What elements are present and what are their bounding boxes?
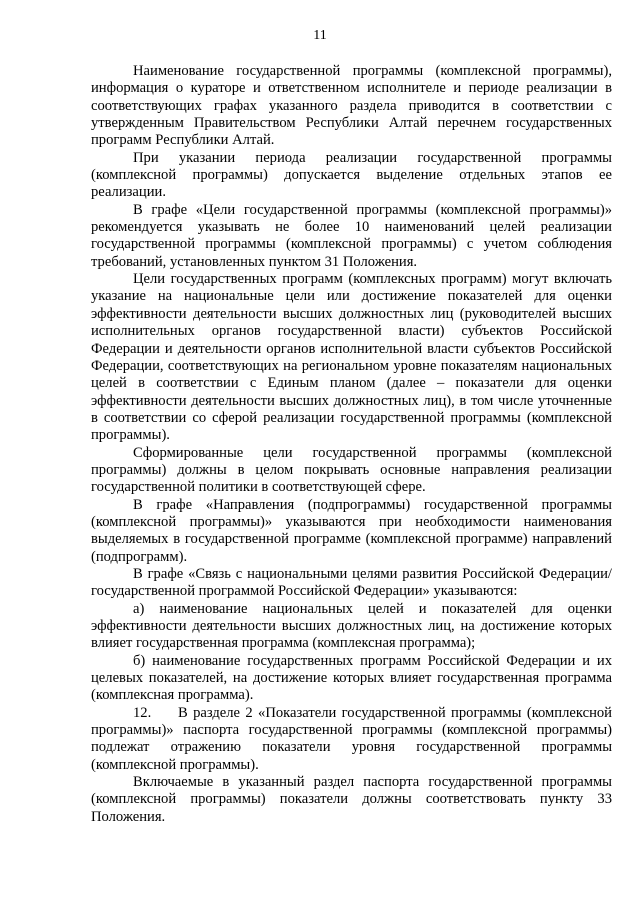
paragraph-national-goals-column: В графе «Связь с национальными целями развития Российской Федерации/ государственной программой Российской Федерации» указываются: xyxy=(91,565,612,600)
paragraph-program-goals-content: Цели государственных программ (комплексных программ) могут включать указание на национальные цели или достижение показателей для оценки эффективности деятельности высших должностных лиц (руководителей высших исполнительных органов государственной власти) субъектов Российской Федерации и деятельности органов исполнительной власти субъектов Российской Федерации, соответствующих на региональном уровне показателям национальных целей в соответствии с Единым планом (далее – показатели для оценки эффективности деятельности высших должностных лиц), в том числе уточненные в соответствии со сферой реализации государственной программы (комплексной программы). xyxy=(91,271,612,444)
list-item-b: б) наименование государственных программ Российской Федерации и их целевых показателей, на достижение которых влияет государственная программа (комплексная программа). xyxy=(91,652,612,704)
paragraph-program-name: Наименование государственной программы (комплексной программы), информация о кураторе и ответственном исполнителе и периоде реализации в соответствующих графах указанного раздела приводится в соответствии с утвержденным Правительством Республики Алтай перечнем государственных программ Республики Алтай. xyxy=(91,63,612,149)
paragraph-formed-goals: Сформированные цели государственной программы (комплексной программы) должны в целом покрывать основные направления реализации государственной политики в соответствующей сфере. xyxy=(91,444,612,496)
document-body xyxy=(91,63,616,826)
paragraph-implementation-period: При указании периода реализации государственной программы (комплексной программы) допускается выделение отдельных этапов ее реализации. xyxy=(91,149,612,201)
page-number: 11 xyxy=(313,28,327,43)
paragraph-program-goals-column: В графе «Цели государственной программы (комплексной программы)» рекомендуется указывать не более 10 наименований целей реализации государственной программы (комплексной программы) с учетом соблюдения требований, установленных пунктом 31 Положения. xyxy=(91,201,612,270)
paragraph-included-indicators: Включаемые в указанный раздел паспорта государственной программы (комплексной программы) показатели должны соответствовать пункту 33 Положения. xyxy=(91,774,612,825)
list-item-a: а) наименование национальных целей и показателей для оценки эффективности деятельности высших должностных лиц, на достижение которых влияет государственная программа (комплексная программа); xyxy=(91,600,612,652)
paragraph-section-12: 12. В разделе 2 «Показатели государственной программы (комплексной программы)» паспорта государственной программы (комплексной программы) подлежат отражению показатели уровня государственной программы (комплексной программы). xyxy=(91,704,616,773)
paragraph-directions-column: В графе «Направления (подпрограммы) государственной программы (комплексной программы)» указываются при необходимости наименования выделяемых в государственной программе (комплексной программе) направлений (подпрограмм). xyxy=(91,496,612,565)
